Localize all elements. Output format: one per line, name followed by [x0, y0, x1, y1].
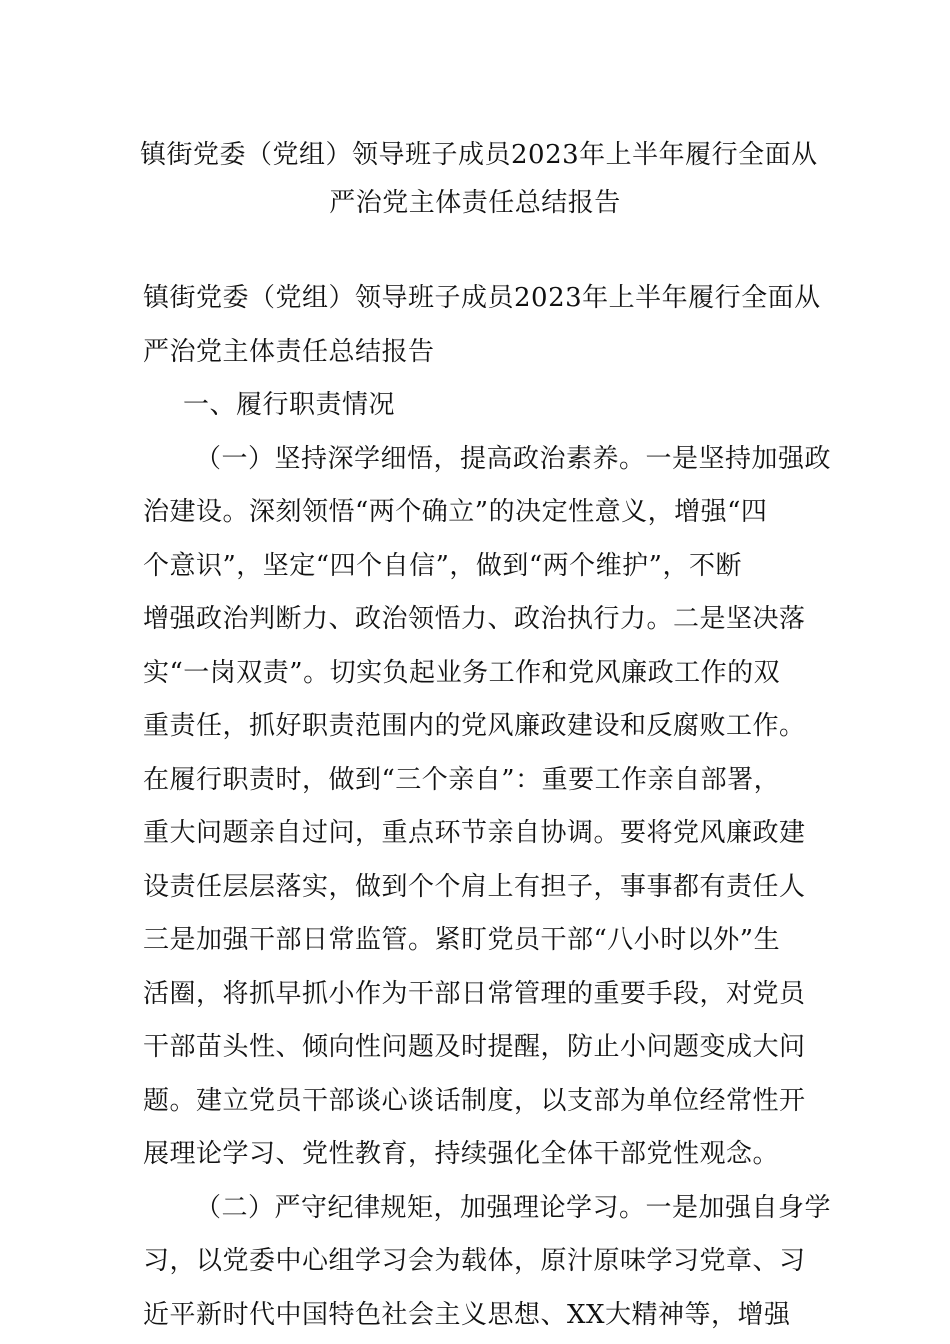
- body-line: 干部苗头性、倾向性问题及时提醒，防止小问题变成大问: [143, 1032, 806, 1062]
- body-line: 题。建立党员干部谈心谈话制度，以支部为单位经常性开: [143, 1085, 806, 1116]
- title-line-2: 严治党主体责任总结报告: [329, 188, 621, 218]
- body-line: 展理论学习、党性教育，持续强化全体干部党性观念。: [143, 1139, 780, 1169]
- body-line: 镇街党委（党组）领导班子成员2023年上半年履行全面从: [143, 283, 821, 313]
- body-line: 重大问题亲自过问，重点环节亲自协调。要将党风廉政建: [143, 818, 806, 848]
- body-line: 设责任层层落实，做到个个肩上有担子，事事都有责任人: [143, 871, 806, 902]
- body-line: 近平新时代中国特色社会主义思想、XX大精神等，增强: [143, 1299, 791, 1330]
- paragraph-start: （二）严守纪律规矩，加强理论学习。一是加强自身学: [195, 1192, 832, 1223]
- body-line: 在履行职责时，做到“三个亲自”：重要工作亲自部署，: [143, 764, 781, 795]
- body-line: 实“一岗双责”。切实负起业务工作和党风廉政工作的双: [143, 657, 781, 688]
- body-line: 重责任，抓好职责范围内的党风廉政建设和反腐败工作。: [143, 711, 806, 741]
- body-line: 治建设。深刻领悟“两个确立”的决定性意义，增强“四: [143, 497, 768, 527]
- body-line: 习，以党委中心组学习会为载体，原汁原味学习党章、习: [143, 1246, 806, 1276]
- title-line-1: 镇街党委（党组）领导班子成员2023年上半年履行全面从: [140, 140, 818, 170]
- paragraph-start: （一）坚持深学细悟，提高政治素养。一是坚持加强政: [195, 443, 832, 474]
- body-line: 增强政治判断力、政治领悟力、政治执行力。二是坚决落: [143, 604, 806, 634]
- body-line: 三是加强干部日常监管。紧盯党员干部“八小时以外”生: [143, 925, 781, 955]
- document-body: [143, 272, 832, 1342]
- body-line: 活圈，将抓早抓小作为干部日常管理的重要手段，对党员: [143, 978, 806, 1009]
- body-line: 个意识”，坚定“四个自信”，做到“两个维护”，不断: [143, 550, 742, 581]
- section-heading: 一、履行职责情况: [183, 390, 396, 420]
- body-line: 严治党主体责任总结报告: [143, 336, 435, 367]
- document-title: [140, 131, 818, 227]
